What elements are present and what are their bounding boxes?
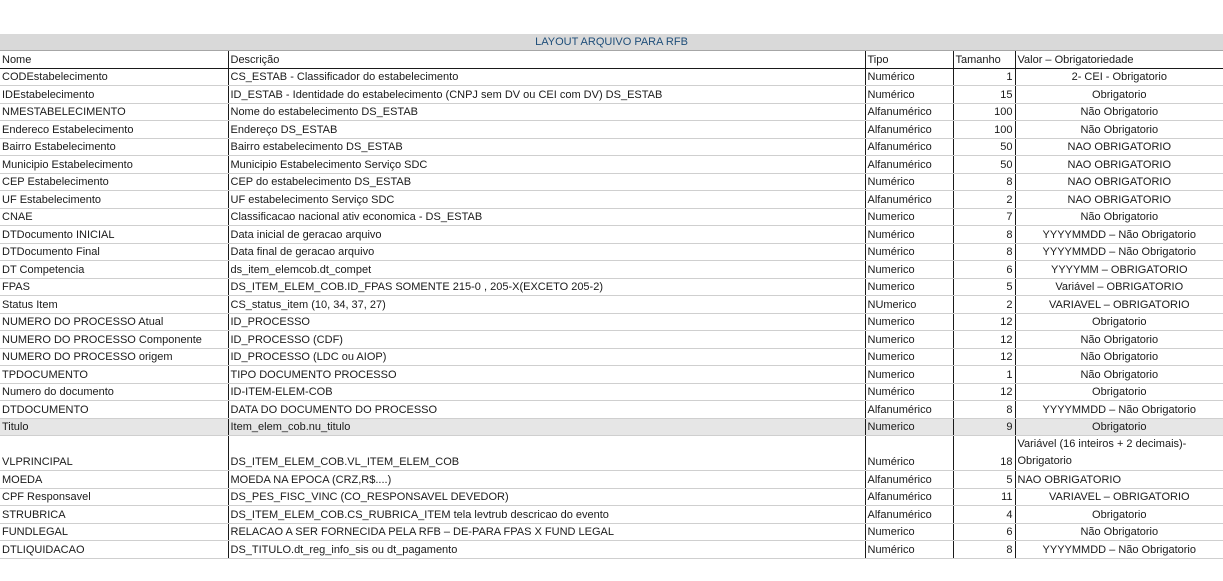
cell-descricao: CS_ESTAB - Classificador do estabelecimento — [228, 68, 865, 86]
cell-valor: NAO OBRIGATORIO — [1015, 173, 1223, 191]
table-row — [0, 103, 1223, 121]
cell-nome: NUMERO DO PROCESSO Componente — [0, 331, 228, 349]
cell-descricao: RELACAO A SER FORNECIDA PELA RFB – DE-PARA FPAS X FUND LEGAL — [228, 523, 865, 541]
cell-tamanho: 50 — [953, 138, 1015, 156]
cell-tamanho: 18 — [953, 436, 1015, 471]
cell-nome: NMESTABELECIMENTO — [0, 103, 228, 121]
cell-tipo: Numérico — [865, 173, 953, 191]
cell-valor: NAO OBRIGATORIO — [1015, 156, 1223, 174]
cell-nome: CPF Responsavel — [0, 488, 228, 506]
cell-tipo: Numérico — [865, 541, 953, 559]
cell-tamanho: 8 — [953, 401, 1015, 419]
cell-tipo: Alfanumérico — [865, 156, 953, 174]
cell-tipo: Alfanumérico — [865, 471, 953, 489]
cell-descricao: ID_PROCESSO (LDC ou AIOP) — [228, 348, 865, 366]
table-row — [0, 418, 1223, 436]
cell-valor: Obrigatorio — [1015, 506, 1223, 524]
cell-nome: IDEstabelecimento — [0, 86, 228, 104]
cell-valor: Não Obrigatorio — [1015, 331, 1223, 349]
cell-valor: NAO OBRIGATORIO — [1015, 138, 1223, 156]
cell-tamanho: 6 — [953, 261, 1015, 279]
cell-tipo: Numerico — [865, 313, 953, 331]
table-row — [0, 331, 1223, 349]
cell-tipo: Alfanumérico — [865, 401, 953, 419]
cell-valor: YYYYMMDD – Não Obrigatorio — [1015, 226, 1223, 244]
table-row — [0, 348, 1223, 366]
cell-tamanho: 12 — [953, 313, 1015, 331]
cell-nome: CODEstabelecimento — [0, 68, 228, 86]
cell-nome: Municipio Estabelecimento — [0, 156, 228, 174]
cell-nome: DTDocumento INICIAL — [0, 226, 228, 244]
cell-descricao: Data final de geracao arquivo — [228, 243, 865, 261]
cell-tamanho: 8 — [953, 226, 1015, 244]
table-row — [0, 86, 1223, 104]
cell-descricao: ID_PROCESSO (CDF) — [228, 331, 865, 349]
cell-nome: MOEDA — [0, 471, 228, 489]
table-row — [0, 278, 1223, 296]
cell-tamanho: 1 — [953, 366, 1015, 384]
cell-nome: Bairro Estabelecimento — [0, 138, 228, 156]
cell-valor: YYYYMMDD – Não Obrigatorio — [1015, 541, 1223, 559]
cell-nome: NUMERO DO PROCESSO origem — [0, 348, 228, 366]
cell-valor: YYYYMMDD – Não Obrigatorio — [1015, 243, 1223, 261]
cell-valor: Obrigatorio — [1015, 86, 1223, 104]
cell-descricao: ID-ITEM-ELEM-COB — [228, 383, 865, 401]
cell-descricao: Nome do estabelecimento DS_ESTAB — [228, 103, 865, 121]
table-row — [0, 296, 1223, 314]
cell-tipo: Numerico — [865, 261, 953, 279]
cell-valor: Não Obrigatorio — [1015, 523, 1223, 541]
table-title: LAYOUT ARQUIVO PARA RFB — [0, 34, 1223, 51]
cell-tamanho: 12 — [953, 331, 1015, 349]
cell-nome: Numero do documento — [0, 383, 228, 401]
title-row — [0, 34, 1223, 51]
cell-descricao: Classificacao nacional ativ economica - DS_ESTAB — [228, 208, 865, 226]
cell-tamanho: 9 — [953, 418, 1015, 436]
table-row — [0, 243, 1223, 261]
cell-valor: 2- CEI - Obrigatorio — [1015, 68, 1223, 86]
cell-nome: Titulo — [0, 418, 228, 436]
table-row — [0, 138, 1223, 156]
cell-nome: STRUBRICA — [0, 506, 228, 524]
header-nome: Nome — [0, 51, 228, 69]
cell-nome: TPDOCUMENTO — [0, 366, 228, 384]
cell-nome: NUMERO DO PROCESSO Atual — [0, 313, 228, 331]
table-row — [0, 488, 1223, 506]
table-row — [0, 471, 1223, 489]
header-row — [0, 51, 1223, 69]
cell-descricao: ds_item_elemcob.dt_compet — [228, 261, 865, 279]
table-row — [0, 401, 1223, 419]
cell-nome: CNAE — [0, 208, 228, 226]
cell-valor: NAO OBRIGATORIO — [1015, 191, 1223, 209]
cell-tamanho: 8 — [953, 243, 1015, 261]
cell-valor: Não Obrigatorio — [1015, 348, 1223, 366]
table-row — [0, 121, 1223, 139]
cell-descricao: DS_TITULO.dt_reg_info_sis ou dt_pagamento — [228, 541, 865, 559]
cell-tipo: Numerico — [865, 523, 953, 541]
cell-tipo: Alfanumérico — [865, 103, 953, 121]
cell-valor: Variável – OBRIGATORIO — [1015, 278, 1223, 296]
cell-descricao: UF estabelecimento Serviço SDC — [228, 191, 865, 209]
cell-tipo: Alfanumérico — [865, 506, 953, 524]
cell-nome: VLPRINCIPAL — [0, 436, 228, 471]
header-descricao: Descrição — [228, 51, 865, 69]
cell-descricao: Item_elem_cob.nu_titulo — [228, 418, 865, 436]
layout-table — [0, 34, 1223, 559]
cell-tamanho: 100 — [953, 121, 1015, 139]
cell-valor: Obrigatorio — [1015, 383, 1223, 401]
cell-tipo: Numérico — [865, 243, 953, 261]
cell-tamanho: 7 — [953, 208, 1015, 226]
cell-tamanho: 100 — [953, 103, 1015, 121]
cell-descricao: TIPO DOCUMENTO PROCESSO — [228, 366, 865, 384]
table-row — [0, 173, 1223, 191]
cell-tamanho: 8 — [953, 173, 1015, 191]
table-row — [0, 506, 1223, 524]
cell-descricao: CEP do estabelecimento DS_ESTAB — [228, 173, 865, 191]
cell-valor: VARIAVEL – OBRIGATORIO — [1015, 488, 1223, 506]
table-row — [0, 261, 1223, 279]
table-row — [0, 156, 1223, 174]
cell-descricao: MOEDA NA EPOCA (CRZ,R$....) — [228, 471, 865, 489]
header-tipo: Tipo — [865, 51, 953, 69]
cell-tipo: Numérico — [865, 68, 953, 86]
cell-tamanho: 15 — [953, 86, 1015, 104]
cell-valor: Obrigatorio — [1015, 313, 1223, 331]
table-row — [0, 313, 1223, 331]
cell-nome: CEP Estabelecimento — [0, 173, 228, 191]
cell-descricao: ID_ESTAB - Identidade do estabelecimento (CNPJ sem DV ou CEI com DV) DS_ESTAB — [228, 86, 865, 104]
cell-descricao: Bairro estabelecimento DS_ESTAB — [228, 138, 865, 156]
cell-nome: DTLIQUIDACAO — [0, 541, 228, 559]
cell-tipo: Alfanumérico — [865, 121, 953, 139]
cell-descricao: Endereço DS_ESTAB — [228, 121, 865, 139]
cell-descricao: DATA DO DOCUMENTO DO PROCESSO — [228, 401, 865, 419]
table-row — [0, 68, 1223, 86]
cell-tamanho: 2 — [953, 191, 1015, 209]
table-row — [0, 208, 1223, 226]
cell-valor: Não Obrigatorio — [1015, 366, 1223, 384]
cell-nome: Status Item — [0, 296, 228, 314]
cell-tamanho: 50 — [953, 156, 1015, 174]
cell-nome: DT Competencia — [0, 261, 228, 279]
cell-valor: NAO OBRIGATORIO — [1015, 471, 1223, 489]
cell-tamanho: 1 — [953, 68, 1015, 86]
cell-tamanho: 6 — [953, 523, 1015, 541]
table-row — [0, 523, 1223, 541]
spreadsheet — [0, 34, 1223, 559]
cell-tamanho: 11 — [953, 488, 1015, 506]
cell-tipo: Alfanumérico — [865, 138, 953, 156]
cell-descricao: Municipio Estabelecimento Serviço SDC — [228, 156, 865, 174]
cell-valor: Variável (16 inteiros + 2 decimais)- Obrigatorio — [1015, 436, 1223, 471]
cell-tipo: Numerico — [865, 348, 953, 366]
cell-descricao: DS_ITEM_ELEM_COB.VL_ITEM_ELEM_COB — [228, 436, 865, 471]
cell-tamanho: 12 — [953, 348, 1015, 366]
cell-tamanho: 5 — [953, 471, 1015, 489]
cell-valor: YYYYMMDD – Não Obrigatorio — [1015, 401, 1223, 419]
cell-tamanho: 8 — [953, 541, 1015, 559]
cell-valor: Não Obrigatorio — [1015, 121, 1223, 139]
cell-tipo: NUmerico — [865, 296, 953, 314]
cell-tipo: Alfanumérico — [865, 191, 953, 209]
cell-tipo: Numérico — [865, 383, 953, 401]
cell-nome: DTDocumento Final — [0, 243, 228, 261]
cell-valor: VARIAVEL – OBRIGATORIO — [1015, 296, 1223, 314]
table-row — [0, 541, 1223, 559]
cell-tipo: Numerico — [865, 418, 953, 436]
table-row — [0, 191, 1223, 209]
cell-nome: FUNDLEGAL — [0, 523, 228, 541]
cell-nome: FPAS — [0, 278, 228, 296]
cell-tamanho: 12 — [953, 383, 1015, 401]
cell-tipo: Numerico — [865, 208, 953, 226]
cell-descricao: CS_status_item (10, 34, 37, 27) — [228, 296, 865, 314]
cell-valor: Obrigatorio — [1015, 418, 1223, 436]
cell-valor: YYYYMM – OBRIGATORIO — [1015, 261, 1223, 279]
cell-tipo: Numérico — [865, 436, 953, 471]
cell-tipo: Alfanumérico — [865, 488, 953, 506]
cell-descricao: DS_PES_FISC_VINC (CO_RESPONSAVEL DEVEDOR) — [228, 488, 865, 506]
table-row — [0, 366, 1223, 384]
cell-nome: UF Estabelecimento — [0, 191, 228, 209]
cell-valor: Não Obrigatorio — [1015, 103, 1223, 121]
cell-nome: Endereco Estabelecimento — [0, 121, 228, 139]
header-tamanho: Tamanho — [953, 51, 1015, 69]
cell-descricao: Data inicial de geracao arquivo — [228, 226, 865, 244]
table-row — [0, 226, 1223, 244]
cell-tipo: Numerico — [865, 366, 953, 384]
cell-tamanho: 4 — [953, 506, 1015, 524]
cell-tipo: Numérico — [865, 86, 953, 104]
cell-descricao: DS_ITEM_ELEM_COB.ID_FPAS SOMENTE 215-0 , 205-X(EXCETO 205-2) — [228, 278, 865, 296]
cell-tipo: Numerico — [865, 331, 953, 349]
cell-tamanho: 2 — [953, 296, 1015, 314]
table-row — [0, 436, 1223, 471]
cell-descricao: DS_ITEM_ELEM_COB.CS_RUBRICA_ITEM tela levtrub descricao do evento — [228, 506, 865, 524]
cell-nome: DTDOCUMENTO — [0, 401, 228, 419]
cell-tamanho: 5 — [953, 278, 1015, 296]
cell-descricao: ID_PROCESSO — [228, 313, 865, 331]
cell-tipo: Numerico — [865, 278, 953, 296]
cell-tipo: Numérico — [865, 226, 953, 244]
cell-valor: Não Obrigatorio — [1015, 208, 1223, 226]
table-row — [0, 383, 1223, 401]
header-valor: Valor – Obrigatoriedade — [1015, 51, 1223, 69]
